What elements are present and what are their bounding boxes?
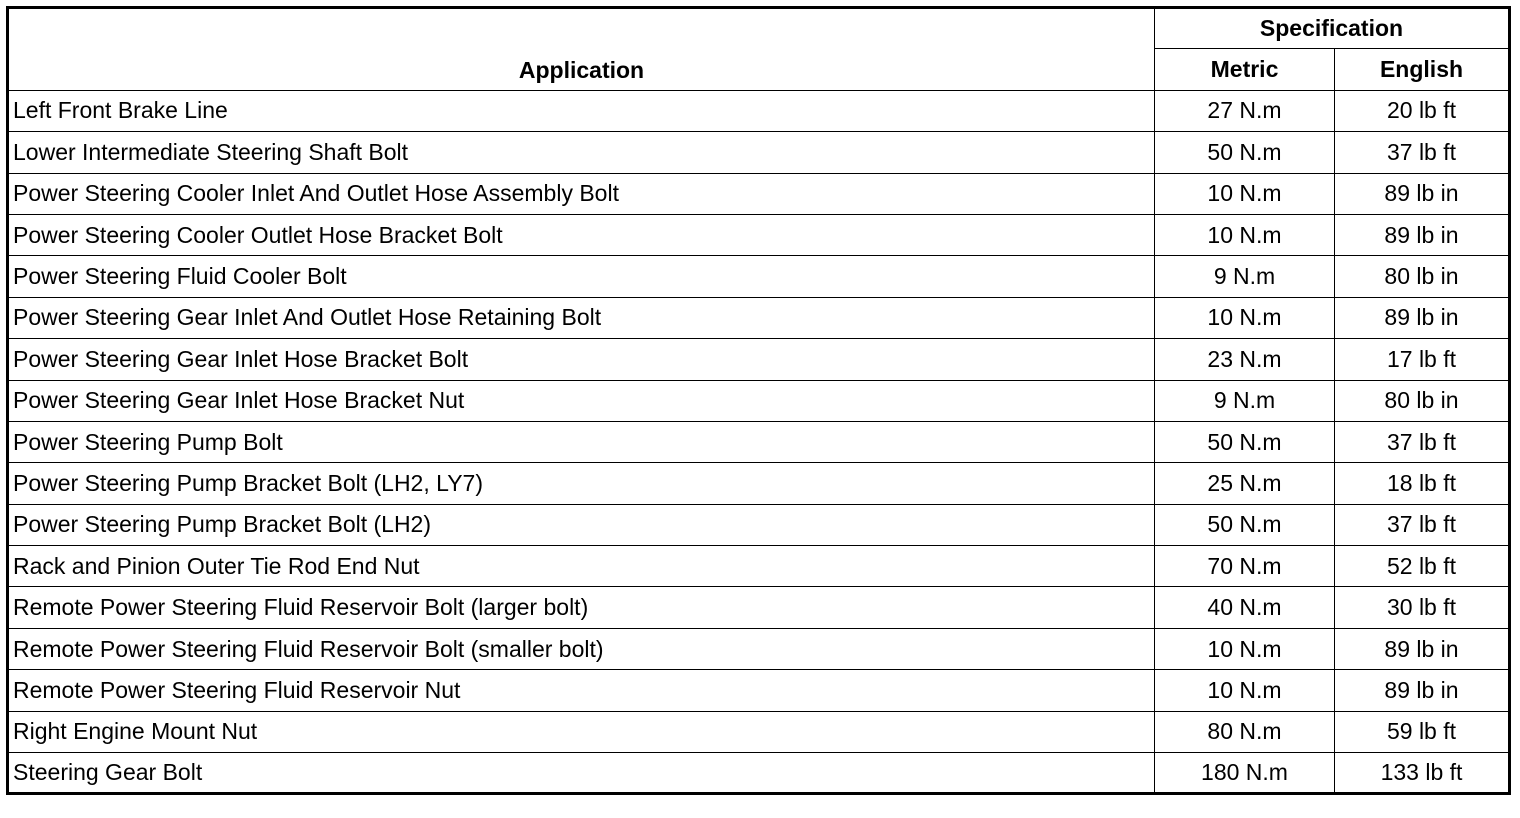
metric-cell: 10 N.m — [1155, 214, 1335, 255]
english-cell: 37 lb ft — [1335, 132, 1510, 173]
application-cell: Power Steering Pump Bracket Bolt (LH2) — [8, 504, 1155, 545]
header-row-top — [8, 8, 1510, 49]
table-row — [8, 173, 1510, 214]
application-cell: Power Steering Cooler Inlet And Outlet Hose Assembly Bolt — [8, 173, 1155, 214]
application-column-header: Application — [8, 8, 1155, 91]
application-cell: Power Steering Fluid Cooler Bolt — [8, 256, 1155, 297]
application-cell: Right Engine Mount Nut — [8, 711, 1155, 752]
english-cell: 89 lb in — [1335, 628, 1510, 669]
table-row — [8, 670, 1510, 711]
english-cell: 18 lb ft — [1335, 463, 1510, 504]
metric-cell: 50 N.m — [1155, 132, 1335, 173]
english-cell: 20 lb ft — [1335, 90, 1510, 131]
table-row — [8, 504, 1510, 545]
metric-cell: 9 N.m — [1155, 380, 1335, 421]
english-cell: 80 lb in — [1335, 256, 1510, 297]
table-row — [8, 546, 1510, 587]
fastener-spec-table — [6, 6, 1511, 795]
metric-cell: 10 N.m — [1155, 670, 1335, 711]
application-cell: Power Steering Gear Inlet Hose Bracket Nut — [8, 380, 1155, 421]
application-cell: Lower Intermediate Steering Shaft Bolt — [8, 132, 1155, 173]
metric-cell: 10 N.m — [1155, 628, 1335, 669]
application-cell: Remote Power Steering Fluid Reservoir Bolt (larger bolt) — [8, 587, 1155, 628]
metric-cell: 50 N.m — [1155, 504, 1335, 545]
english-cell: 37 lb ft — [1335, 421, 1510, 462]
table-row — [8, 753, 1510, 794]
english-cell: 52 lb ft — [1335, 546, 1510, 587]
table-row — [8, 132, 1510, 173]
english-cell: 89 lb in — [1335, 297, 1510, 338]
table-row — [8, 421, 1510, 462]
table-row — [8, 339, 1510, 380]
english-cell: 80 lb in — [1335, 380, 1510, 421]
table-row — [8, 214, 1510, 255]
table-row — [8, 380, 1510, 421]
table-row — [8, 463, 1510, 504]
english-cell: 89 lb in — [1335, 173, 1510, 214]
metric-cell: 10 N.m — [1155, 173, 1335, 214]
english-cell: 37 lb ft — [1335, 504, 1510, 545]
application-cell: Power Steering Cooler Outlet Hose Bracket Bolt — [8, 214, 1155, 255]
metric-cell: 50 N.m — [1155, 421, 1335, 462]
english-cell: 89 lb in — [1335, 670, 1510, 711]
table-row — [8, 256, 1510, 297]
metric-cell: 10 N.m — [1155, 297, 1335, 338]
application-cell: Left Front Brake Line — [8, 90, 1155, 131]
application-cell: Power Steering Pump Bracket Bolt (LH2, LY7) — [8, 463, 1155, 504]
application-cell: Power Steering Gear Inlet And Outlet Hose Retaining Bolt — [8, 297, 1155, 338]
english-column-header: English — [1335, 49, 1510, 90]
application-cell: Remote Power Steering Fluid Reservoir Bolt (smaller bolt) — [8, 628, 1155, 669]
english-cell: 59 lb ft — [1335, 711, 1510, 752]
application-cell: Remote Power Steering Fluid Reservoir Nut — [8, 670, 1155, 711]
table-row — [8, 628, 1510, 669]
table-body — [8, 90, 1510, 794]
table-row — [8, 711, 1510, 752]
table-row — [8, 297, 1510, 338]
metric-cell: 27 N.m — [1155, 90, 1335, 131]
english-cell: 89 lb in — [1335, 214, 1510, 255]
metric-cell: 25 N.m — [1155, 463, 1335, 504]
application-cell: Power Steering Gear Inlet Hose Bracket Bolt — [8, 339, 1155, 380]
metric-cell: 180 N.m — [1155, 753, 1335, 794]
metric-cell: 23 N.m — [1155, 339, 1335, 380]
english-cell: 133 lb ft — [1335, 753, 1510, 794]
metric-cell: 9 N.m — [1155, 256, 1335, 297]
table-header — [8, 8, 1510, 91]
english-cell: 17 lb ft — [1335, 339, 1510, 380]
table-row — [8, 587, 1510, 628]
application-cell: Rack and Pinion Outer Tie Rod End Nut — [8, 546, 1155, 587]
specification-group-header: Specification — [1155, 8, 1510, 49]
table-row — [8, 90, 1510, 131]
metric-cell: 80 N.m — [1155, 711, 1335, 752]
metric-cell: 70 N.m — [1155, 546, 1335, 587]
english-cell: 30 lb ft — [1335, 587, 1510, 628]
metric-column-header: Metric — [1155, 49, 1335, 90]
metric-cell: 40 N.m — [1155, 587, 1335, 628]
application-cell: Steering Gear Bolt — [8, 753, 1155, 794]
application-cell: Power Steering Pump Bolt — [8, 421, 1155, 462]
